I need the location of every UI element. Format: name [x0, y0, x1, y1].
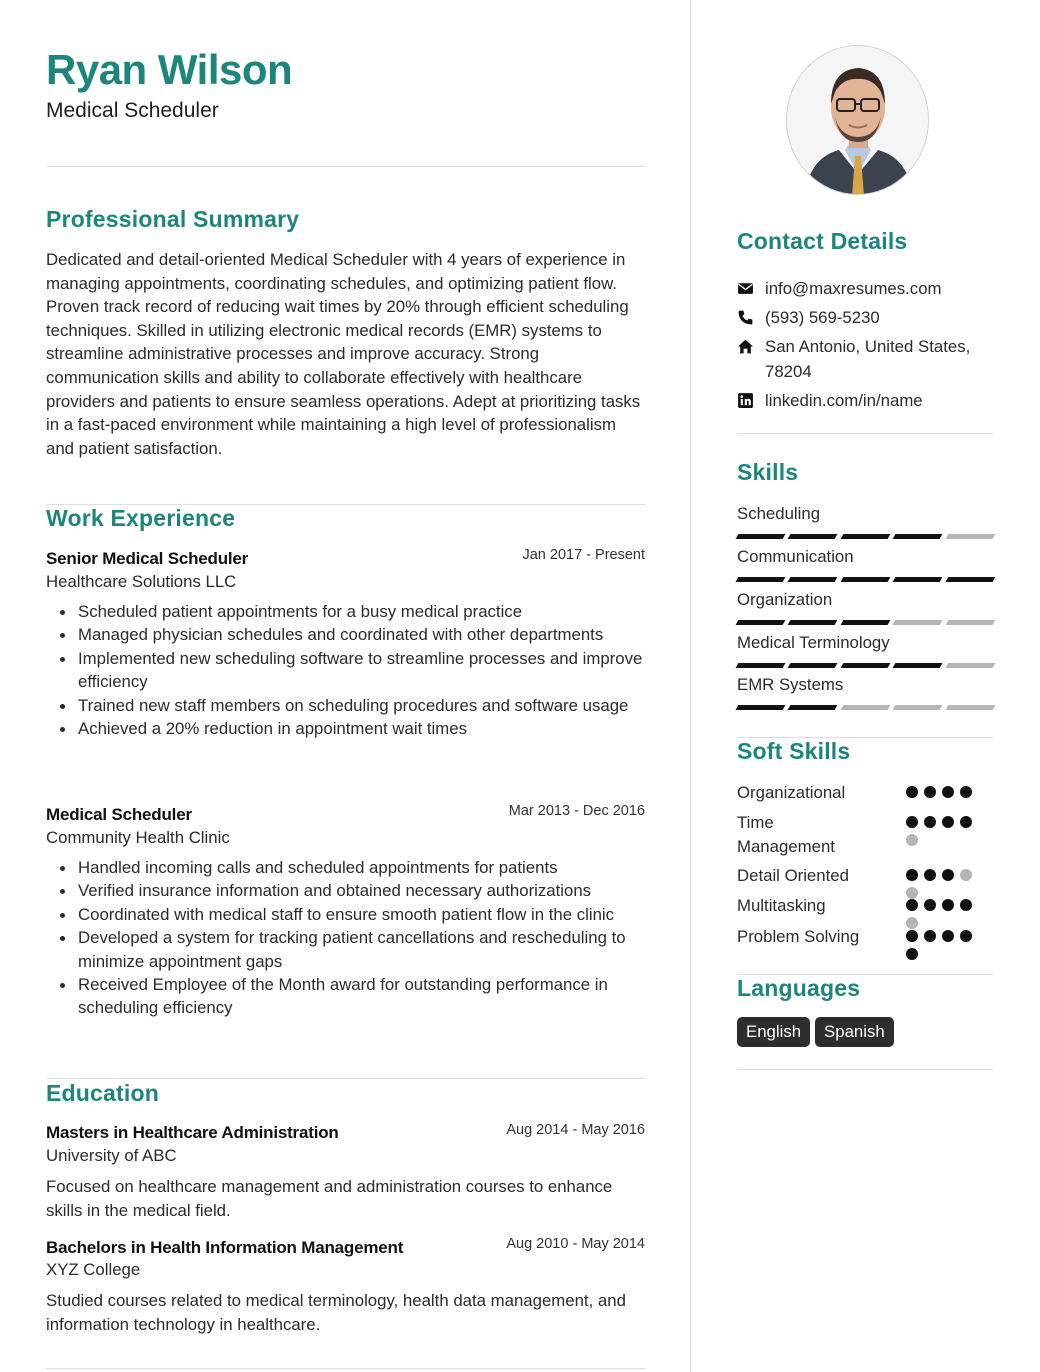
languages-divider — [737, 1069, 994, 1070]
skill-segment-filled — [736, 577, 786, 582]
soft-skill-rating — [906, 816, 981, 846]
envelope-icon — [737, 276, 765, 301]
skill-level-bar — [737, 663, 994, 668]
header-divider — [46, 166, 645, 167]
job-bullet: Managed physician schedules and coordinated with other departments — [78, 623, 645, 646]
skill-segment-empty — [945, 534, 995, 539]
skill-name: Organization — [737, 590, 833, 609]
experience-heading: Work Experience — [46, 505, 236, 531]
degree-title: Bachelors in Health Information Management — [46, 1238, 404, 1257]
rating-dot-filled — [906, 899, 918, 911]
rating-dot-filled — [960, 899, 972, 911]
rating-dot-filled — [906, 786, 918, 798]
skill-level-bar — [737, 577, 994, 582]
degree-dates: Aug 2010 - May 2014 — [506, 1236, 645, 1252]
rating-dot-filled — [924, 930, 936, 942]
rating-dot-filled — [942, 869, 954, 881]
skill-segment-empty — [840, 705, 890, 710]
skill-segment-filled — [840, 663, 890, 668]
education-heading: Education — [46, 1080, 159, 1106]
profile-photo — [786, 45, 929, 195]
phone-icon — [737, 305, 765, 330]
skill-segment-filled — [788, 534, 838, 539]
skill-segment-filled — [893, 534, 943, 539]
contact-linkedin[interactable] — [737, 388, 994, 413]
skill-segment-filled — [736, 705, 786, 710]
skill-name: Scheduling — [737, 504, 821, 523]
job-company: Healthcare Solutions LLC — [46, 572, 237, 591]
soft-skill-rating — [906, 869, 981, 899]
rating-dot-filled — [906, 869, 918, 881]
contact-address — [737, 334, 994, 384]
candidate-name: Ryan Wilson — [46, 46, 293, 93]
job-title: Medical Scheduler — [46, 805, 192, 824]
linkedin-text: linkedin.com/in/name — [765, 391, 923, 410]
linkedin-icon — [737, 388, 765, 413]
rating-dot-filled — [960, 786, 972, 798]
skill-segment-filled — [788, 705, 838, 710]
job-bullet: Coordinated with medical staff to ensure smooth patient flow in the clinic — [78, 903, 645, 926]
rating-dot-filled — [942, 816, 954, 828]
experience-divider — [46, 1078, 645, 1079]
degree-dates: Aug 2014 - May 2016 — [506, 1122, 645, 1138]
job-bullet: Verified insurance information and obtained necessary authorizations — [78, 879, 645, 902]
email-text: info@maxresumes.com — [765, 279, 942, 298]
job-bullets — [78, 856, 645, 1020]
rating-dot-filled — [924, 869, 936, 881]
phone-text: (593) 569-5230 — [765, 308, 880, 327]
job-bullet: Scheduled patient appointments for a busy medical practice — [78, 600, 645, 623]
skill-segment-filled — [893, 663, 943, 668]
job-company: Community Health Clinic — [46, 828, 230, 847]
contact-phone[interactable] — [737, 305, 994, 330]
avatar-icon — [787, 46, 929, 195]
skill-name: Medical Terminology — [737, 633, 890, 652]
soft-skill-name: Organizational — [737, 783, 846, 802]
job-dates: Jan 2017 - Present — [522, 547, 645, 563]
rating-dot-filled — [906, 948, 918, 960]
skill-segment-filled — [893, 577, 943, 582]
skill-segment-filled — [736, 620, 786, 625]
rating-dot-filled — [960, 816, 972, 828]
school-name: University of ABC — [46, 1146, 177, 1165]
candidate-title: Medical Scheduler — [46, 99, 219, 122]
rating-dot-filled — [906, 930, 918, 942]
soft-skills-heading: Soft Skills — [737, 738, 851, 764]
job-dates: Mar 2013 - Dec 2016 — [508, 803, 645, 819]
rating-dot-filled — [942, 786, 954, 798]
contact-divider — [737, 433, 994, 434]
column-divider — [690, 0, 691, 1372]
summary-text: Dedicated and detail-oriented Medical Scheduler with 4 years of experience in managing appointments, coordinating schedules, and optimizing patient flow. Proven track record of reducing wait times by 20% through efficient scheduling techniques. Skilled in utilizing electronic medical records (EMR) systems to streamline administrative processes and improve accuracy. Strong communication skills and ability to collaborate effectively with healthcare providers and patients to ensure seamless operations. Adept at prioritizing tasks in a fast-paced environment while maintaining a high level of professionalism and patient satisfaction. — [46, 250, 641, 458]
skill-name: EMR Systems — [737, 675, 844, 694]
soft-skill-name: Detail Oriented — [737, 866, 849, 885]
language-pill: English — [737, 1017, 810, 1047]
language-pill: Spanish — [815, 1017, 894, 1047]
skill-segment-filled — [788, 577, 838, 582]
soft-skill-rating — [906, 899, 981, 929]
skill-segment-filled — [736, 663, 786, 668]
soft-skill-name: Time Management — [737, 813, 835, 856]
contact-heading: Contact Details — [737, 228, 908, 254]
rating-dot-empty — [906, 887, 918, 899]
soft-skill-name: Multitasking — [737, 896, 826, 915]
home-icon — [737, 334, 765, 359]
job-bullets — [78, 600, 645, 740]
skill-level-bar — [737, 705, 994, 710]
languages-heading: Languages — [737, 975, 861, 1001]
skill-segment-filled — [788, 663, 838, 668]
rating-dot-empty — [906, 917, 918, 929]
degree-description: Studied courses related to medical terminology, health data management, and information technology in healthcare. — [46, 1291, 626, 1334]
degree-title: Masters in Healthcare Administration — [46, 1123, 339, 1142]
job-bullet: Developed a system for tracking patient cancellations and rescheduling to minimize appointment gaps — [78, 926, 645, 973]
job-bullet: Received Employee of the Month award for outstanding performance in scheduling efficiency — [78, 973, 645, 1020]
skill-segment-filled — [840, 534, 890, 539]
job-bullet: Implemented new scheduling software to streamline processes and improve efficiency — [78, 647, 645, 694]
rating-dot-filled — [924, 816, 936, 828]
degree-description: Focused on healthcare management and administration courses to enhance skills in the medical field. — [46, 1177, 613, 1220]
school-name: XYZ College — [46, 1260, 141, 1279]
job-bullet: Handled incoming calls and scheduled appointments for patients — [78, 856, 645, 879]
skill-segment-filled — [945, 577, 995, 582]
skills-heading: Skills — [737, 459, 799, 485]
rating-dot-empty — [906, 834, 918, 846]
job-bullet: Achieved a 20% reduction in appointment wait times — [78, 717, 645, 740]
rating-dot-empty — [960, 869, 972, 881]
summary-heading: Professional Summary — [46, 206, 300, 232]
skill-segment-filled — [788, 620, 838, 625]
job-title: Senior Medical Scheduler — [46, 549, 249, 568]
skill-level-bar — [737, 534, 994, 539]
rating-dot-filled — [924, 899, 936, 911]
soft-skill-name: Problem Solving — [737, 927, 860, 946]
languages-list — [737, 1017, 894, 1047]
skill-segment-empty — [945, 620, 995, 625]
skill-segment-empty — [945, 663, 995, 668]
skill-segment-filled — [736, 534, 786, 539]
soft-skill-rating — [906, 930, 981, 960]
address-text: San Antonio, United States, 78204 — [765, 337, 971, 381]
skill-segment-filled — [840, 620, 890, 625]
skill-segment-empty — [893, 620, 943, 625]
skill-level-bar — [737, 620, 994, 625]
soft-skill-rating — [906, 786, 981, 798]
job-bullet: Trained new staff members on scheduling procedures and software usage — [78, 694, 645, 717]
rating-dot-filled — [960, 930, 972, 942]
skill-segment-empty — [945, 705, 995, 710]
rating-dot-filled — [942, 899, 954, 911]
skill-segment-empty — [893, 705, 943, 710]
rating-dot-filled — [942, 930, 954, 942]
contact-email[interactable] — [737, 276, 994, 301]
skill-name: Communication — [737, 547, 854, 566]
rating-dot-filled — [924, 786, 936, 798]
education-divider — [46, 1368, 645, 1369]
rating-dot-filled — [906, 816, 918, 828]
skill-segment-filled — [840, 577, 890, 582]
